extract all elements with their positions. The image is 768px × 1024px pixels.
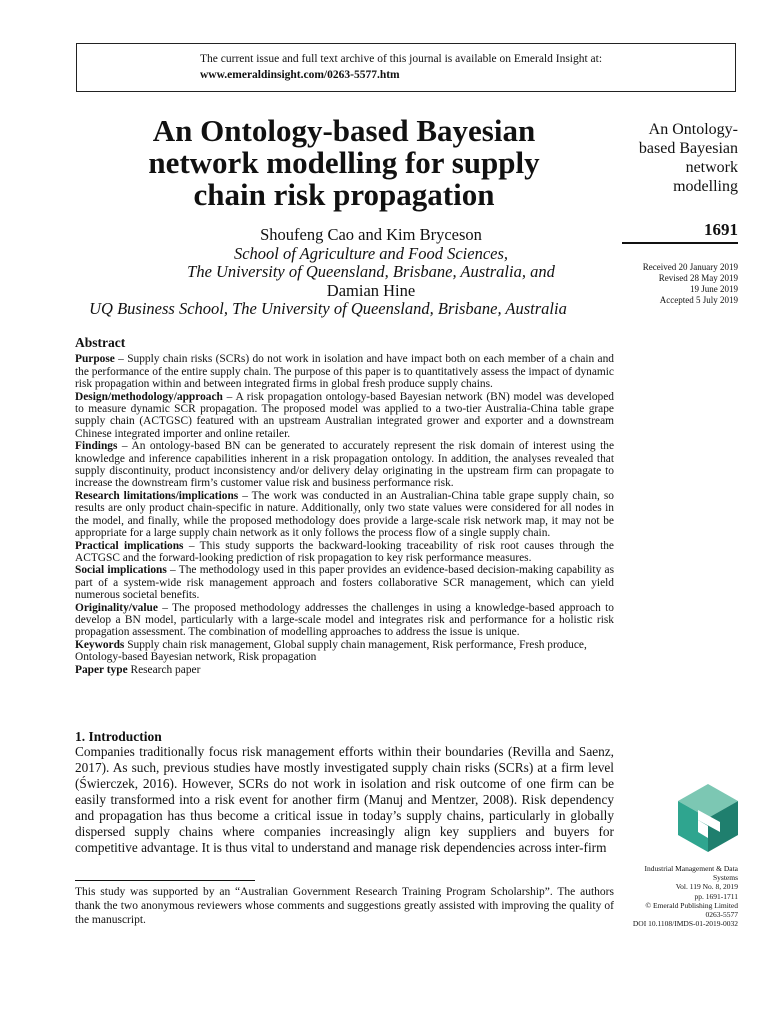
paper-type-label: Paper type [75, 663, 128, 676]
keywords [75, 639, 614, 664]
abstract-text: – A risk propagation ontology-based Bayesian network (BN) model was developed to measure dynamic SCR propagation. The proposed model was applied to a two-tier Australia-China table grape supply chain (ACTGSC) featured with an upstream Australian integrated grower and exporter and a downstream Chinese integrated importer and online retailer. [75, 390, 614, 440]
title-line: An Ontology-based Bayesian [152, 113, 536, 148]
journal-volume: Vol. 119 No. 8, 2019 [675, 882, 738, 892]
abstract-originality [75, 602, 614, 639]
keywords-label: Keywords [75, 638, 125, 651]
title-line: network modelling for supply [148, 145, 540, 180]
title-line: chain risk propagation [193, 177, 495, 212]
journal-issn: 0263-5577 [705, 910, 738, 920]
abstract-label: Purpose [75, 353, 115, 366]
received-date: Received 20 January 2019 [642, 262, 738, 272]
footnote: This study was supported by an “Australian Government Research Training Program Scholarship”. The authors thank the two anonymous reviewers whose comments and suggestions greatly assisted with improving the quality of the manuscript. [75, 886, 614, 926]
accepted-date: Accepted 5 July 2019 [659, 295, 738, 305]
journal-url-link[interactable]: www.emeraldinsight.com/0263-5577.htm [200, 69, 400, 81]
running-head-line: based Bayesian [638, 140, 738, 157]
author-names: Shoufeng Cao and Kim Bryceson [260, 225, 482, 244]
abstract-label: Practical implications [75, 539, 184, 552]
abstract-label: Research limitations/implications [75, 489, 239, 502]
abstract-text: – Supply chain risks (SCRs) do not work in isolation and have impact both on each member of a chain and the performance of the entire supply chain. The purpose of this paper is to quantitatively assess the impact of dynamic risk propagation within and between integrated firms in global fresh produce supply chains. [75, 353, 614, 391]
revised-date: 19 June 2019 [690, 284, 738, 294]
abstract-label: Findings [75, 440, 118, 453]
author-names: Damian Hine [326, 281, 416, 300]
abstract-text: – The methodology used in this paper provides an evidence-based decision-making capability as part of a system-wide risk management approach and fosters collaborative SCR management, which can yield numerous societal benefits. [75, 564, 614, 602]
abstract-social [75, 564, 614, 601]
page-number: 1691 [704, 220, 738, 239]
introduction-text: Companies traditionally focus risk management efforts within their boundaries (Revilla and Saenz, 2017). As such, previous studies have mostly investigated supply chain risks (SCRs) at a firm level (Świerczek, 2016). However, SCRs do not work in isolation and risk outcome of one firm can be easily transformed into a risk event for another firm (Manuj and Mentzer, 2008). Risk dependency and propagation has thus become a critical issue in today’s supply chains, particularly in globally dispersed supply chains where companies increasingly align key suppliers and buyers for competitive advantage. It is thus vital to understand and manage risk dependencies across inter-firm [75, 744, 614, 855]
abstract-label: Social implications [75, 564, 167, 577]
abstract-label: Originality/value [75, 601, 158, 614]
abstract-text: – The work was conducted in an Australian-China table grape supply chain, so results are only product chain-specific in nature. Additionally, only two state values were considered for all nodes in the model, and finally, while the proposed methodology does provide a large-scale risk network map, it may not be appropriate for a large supply chain network as it only follows the process flow of a single supply chain. [75, 489, 614, 540]
abstract-limitations [75, 490, 614, 540]
keywords-text: Supply chain risk management, Global supply chain management, Risk performance, Fresh produce, Ontology-based Bayesian network, Risk propagation [75, 638, 587, 664]
access-note: The current issue and full text archive of this journal is available on Emerald Insight at: [200, 53, 603, 65]
journal-name: Industrial Management & Data [644, 864, 738, 873]
page-number-rule [622, 242, 738, 244]
article-title [76, 115, 612, 211]
abstract-purpose [75, 353, 614, 390]
abstract-text: – An ontology-based BN can be generated to accurately represent the risk domain of interest using the knowledge and inference capabilities inherent in a risk propagation ontology. In addition, the analyses revealed that supply discontinuity, product inconsistency and/or delivery delay originating in the upstream firm can propagate to increase the downstream firm’s customer value risk and business performance risk. [75, 440, 614, 490]
running-head-line: An Ontology- [648, 121, 738, 138]
author-affiliation: The University of Queensland, Brisbane, Australia, and [187, 262, 555, 281]
abstract-section [75, 337, 614, 676]
author-affiliation: UQ Business School, The University of Queensland, Brisbane, Australia [89, 299, 567, 318]
abstract-heading: Abstract [75, 335, 126, 350]
journal-name: Systems [712, 873, 738, 883]
running-head [590, 120, 738, 196]
journal-pages: pp. 1691-1711 [694, 891, 738, 901]
journal-doi[interactable]: DOI 10.1108/IMDS-01-2019-0032 [632, 919, 738, 929]
abstract-design [75, 391, 614, 441]
journal-access-box [76, 43, 736, 92]
emerald-logo-icon [676, 782, 740, 854]
journal-info [626, 864, 738, 928]
author-affiliation: School of Agriculture and Food Sciences, [233, 244, 509, 263]
abstract-text: – This study supports the backward-looking traceability of risk root causes through the ACTGSC and the forward-looking prediction of risk propagation to key risk performance measures. [75, 539, 614, 564]
article-dates [590, 262, 738, 306]
abstract-practical [75, 540, 614, 565]
paper-type [75, 664, 614, 676]
revised-date: Revised 28 May 2019 [658, 273, 738, 283]
section-heading: 1. Introduction [75, 729, 162, 744]
running-head-line: modelling [673, 178, 738, 195]
abstract-text: – The proposed methodology addresses the challenges in using a knowledge-based approach to develop a BN model, particularly with a large-scale model and integrates risk and performance for a holistic risk propagation assessment. The combination of modelling approaches to address the issue is unique. [75, 601, 614, 639]
running-head-line: network [685, 159, 738, 176]
paper-type-text: Research paper [127, 663, 201, 676]
abstract-findings [75, 440, 614, 490]
footnote-rule [75, 880, 255, 881]
abstract-label: Design/methodology/approach [75, 390, 223, 403]
journal-copyright: © Emerald Publishing Limited [645, 900, 738, 910]
